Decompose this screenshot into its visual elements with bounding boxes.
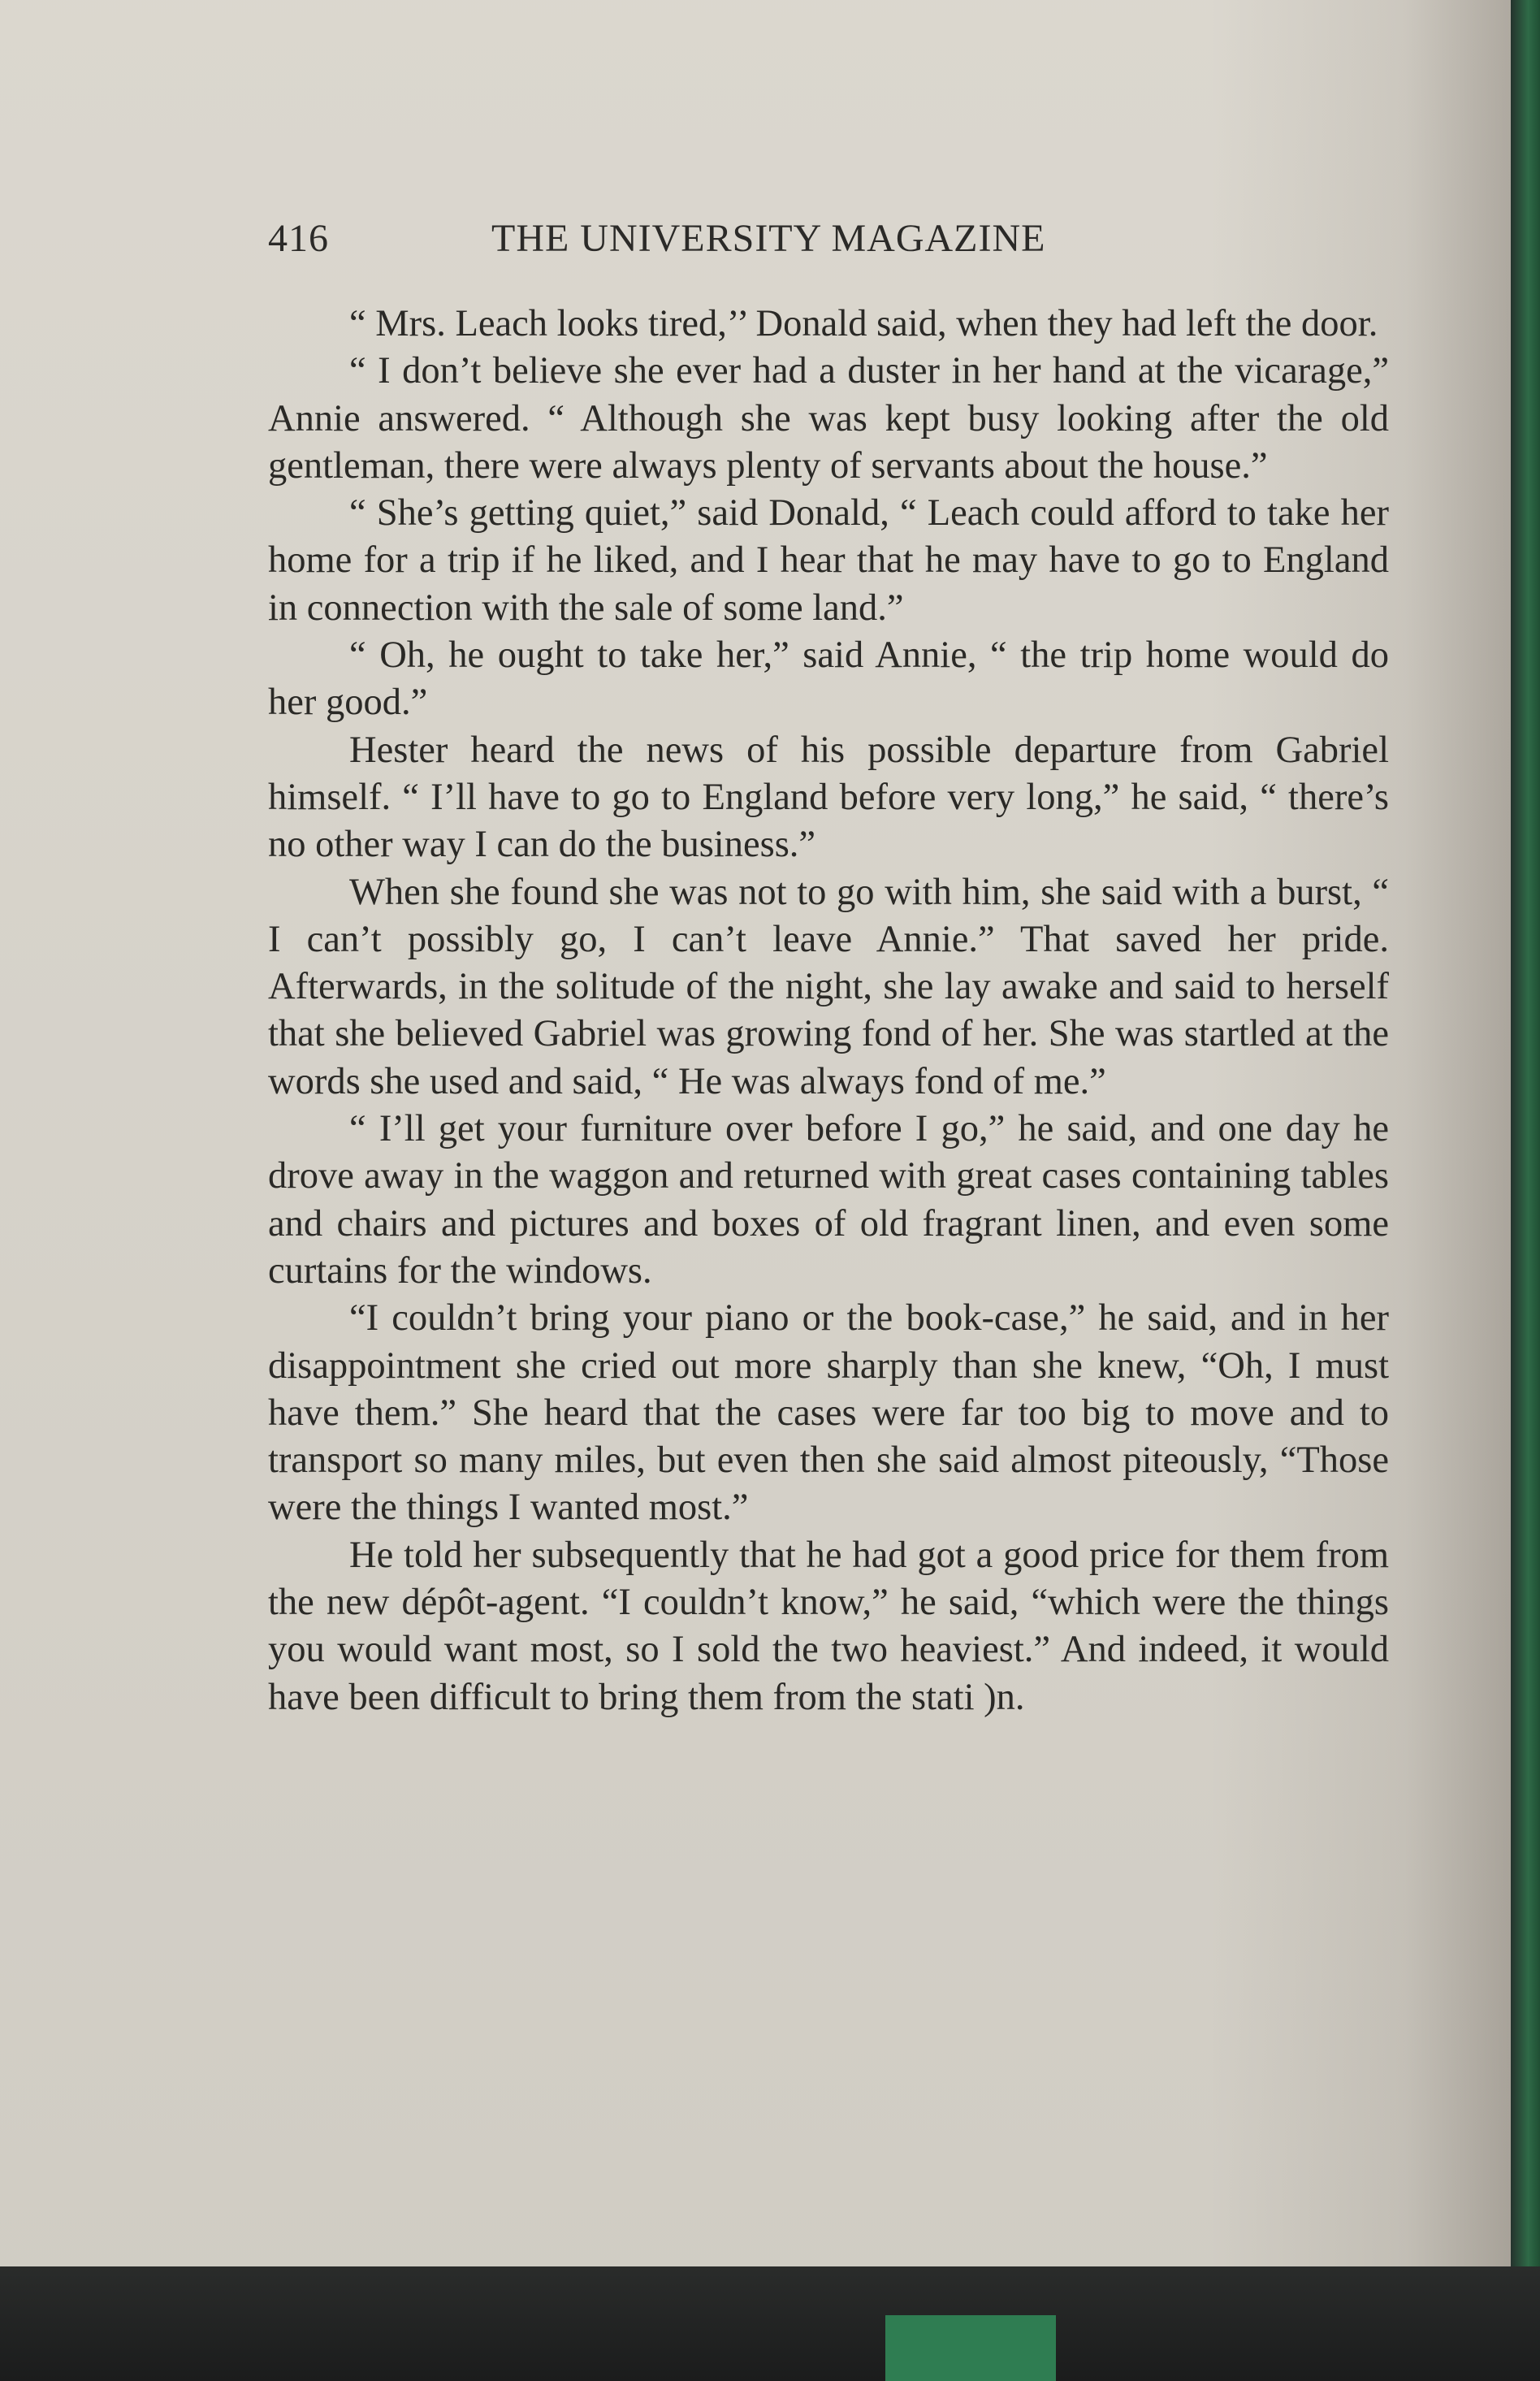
book-cover-edge xyxy=(1511,0,1540,2381)
paragraph: He told her subsequently that he had got a good price for them from the new dépôt-agent. “I couldn’t know,” he said, “which were the things you would want most, so I sold the two heaviest.” And indeed, it would have been difficult to bring them from the stati )n. xyxy=(268,1534,1389,1718)
paragraph: “ I’ll get your furniture over before I go,” he said, and one day he drove away in the waggon and returned with great cases containing tables and chairs and pictures and boxes of old fragrant linen, and even some curtains for the windows. xyxy=(268,1108,1389,1292)
paragraph: Hester heard the news of his possible departure from Gabriel himself. “ I’ll have to go to England before very long,” he said, “ there’s no other way I can do the business.” xyxy=(268,729,1389,866)
paragraph: “ Oh, he ought to take her,” said Annie, “ the trip home would do her good.” xyxy=(268,634,1389,724)
book-spine xyxy=(885,2315,1056,2381)
page-number: 416 xyxy=(268,217,329,260)
paragraph: When she found she was not to go with him, she said with a burst, “ I can’t possibly go, I can’t leave Annie.” That saved her pride. Afterwards, in the solitude of the night, she lay awake and said to herself that she believed Gabriel was growing fond of her. She was startled at the words she used and said, “ He was always fond of me.” xyxy=(268,871,1389,1102)
running-head xyxy=(268,216,1161,273)
paragraph: “I couldn’t bring your piano or the book-case,” he said, and in her disappointment she cried out more sharply than she knew, “Oh, I must have them.” She heard that the cases were far too big to move and to transport so many miles, but even then she said almost piteously, “Those were the things I wanted most.” xyxy=(268,1297,1389,1529)
paragraph: “ She’s getting quiet,” said Donald, “ Leach could afford to take her home for a trip if he liked, and I hear that he may have to go to England in connection with the sale of some land.” xyxy=(268,492,1389,629)
running-title: THE UNIVERSITY MAGAZINE xyxy=(491,217,1046,260)
paragraph: “ Mrs. Leach looks tired,’’ Donald said, when they had left the door. xyxy=(349,303,1378,344)
body-text xyxy=(268,301,1389,1721)
background-surface xyxy=(0,2266,1540,2381)
paragraph: “ I don’t believe she ever had a duster in her hand at the vicarage,” Annie answered. “ Although she was kept busy looking after the old gentleman, there were always plenty of servants about the house.” xyxy=(268,350,1389,487)
